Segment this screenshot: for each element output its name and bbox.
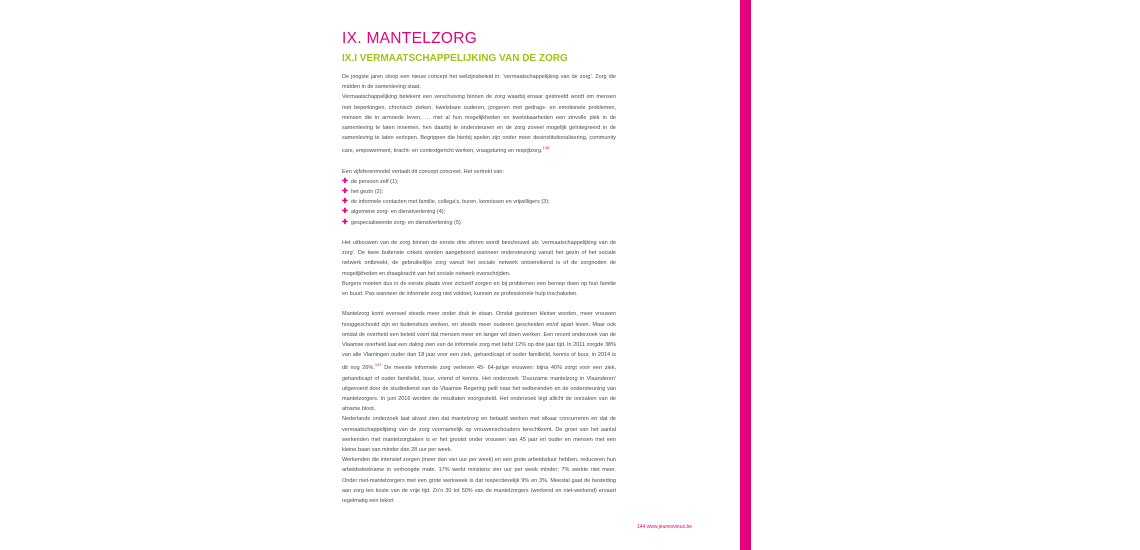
page-number: 144 [637,524,646,530]
plus-bullet-icon: ✚ [342,208,348,216]
paragraph: Het uitbouwen van de zorg binnen de eerste drie sferen wordt beschouwd als ‘vermaatschappelijking van de zorg’. De twee buitenste cirkels worden aangeboord wanneer ondersteuning vanuit het gezin of het sociale netwerk ontbreekt, de gebruikelijke zorg vanuit het sociale netwerk ontoereikend is of de zorgnoden de mogelijkheden en draagkracht van het sociale netwerk overschrijden. [342,240,616,277]
body-text [342,72,616,506]
list-item: ✚ het gezin (2); [342,187,616,197]
sphere-list [342,177,616,228]
footnote-ref: 136 [542,145,550,151]
list-item: ✚ gespecialiseerde zorg- en dienstverlening (5). [342,218,616,228]
paragraph: De jongste jaren sloop een nieuw concept het welzijnsbeleid in: ‘vermaatschappelijking van de zorg’. Zorg die midden in de samenleving staat. [342,74,616,91]
paragraph: Vermaatschappelijking betekent een verschuiving binnen de zorg waarbij ernaar gestreefd wordt om mensen met beperkingen, chronisch zieken, kwetsbare ouderen, jongeren met gedrags- en emotionele problemen, mensen die in armoede leven, … met al hun mogelijkheden en kwetsbaarheden een zinvolle plek in de samenleving te laten innemen, hen daarbij te ondersteunen en de zorg zoveel mogelijk geïntegreerd in de samenleving te laten verlopen. Begrippen die hierbij spelen zijn onder meer desinstitutionalisering, community care, empowerment, kracht- en contextgericht werken, vraagsturing en respijtzorg.$^{136}$ [342,94,616,155]
document-page [342,0,707,550]
paragraph: Nederlands onderzoek laat alvast zien dat mantelzorg en betaald werken met elkaar concurreren en dat de vermaatschappelijking van de zorg voornamelijk op vrouwenschouders terechtkomt. De groei van het aantal werkenden met mantelzorgtaken is er het grootst onder vrouwen van 45 jaar en ouder en mensen met een kleine baan van minder dan 28 uur per week. [342,416,616,453]
section-title: IX.I VERMAATSCHAPPELIJKING VAN DE ZORG [342,53,568,64]
paragraph: Burgers moeten dus in de eerste plaats voor zichzelf zorgen en bij problemen een beroep doen op hun familie en buurt. Pas wanneer de informele zorg niet voldoet, kunnen ze professionele hulp inschakelen. [342,280,616,298]
paragraph: Mantelzorg komt evenwel steeds meer onder druk te staan. Omdat gezinnen kleiner worden, meer vrouwen hooggeschoold zijn en buitenshuis werken, en steeds meer ouderen gescheiden en/of apart leven. Maar ook omdat de overheid een beleid voert dat mensen meer en langer wil doen werken. Een recent onderzoek van de Vlaamse overheid laat een daling zien van de informele zorg met liefst 12% op drie jaar tijd. In 2011 zorgde 38% van alle Vlamingen ouder dan 18 jaar voor een ziek, gehandicapt of ouder familielid, kennis of buur, in 2014 is dit nog 26%.$^{137}$ De meeste informele zorg verlenen 45- 64-jarige vrouwen: bijna 40% zorgt voor een ziek, gehandicapt of ouder familielid, buur, vriend of kennis. Het onderzoek ‘Duurzame mantelzorg in Vlaanderen’ uitgevoerd door de studiedienst van de Vlaamse Regering peilt naar het welbevinden en de ondersteuning van mantelzorgers. In juni 2016 worden de resultaten voorgesteld. Het onderzoek legt allicht de oorzaken van de afname bloot. [342,311,617,413]
paragraph: Werkenden die intensief zorgen (meer dan vier uur per week) en een grote arbeidsduur hebben, reduceren hun arbeidsdeelname in verhoogde mate. 17% werkt minstens vier uur per week minder; 7% werkte niet meer. Onder niet-mantelzorgers met een grote werkweek is dat respectievelijk 9% en 3%. Meestal gaat de besteding aan zorg ten koste van de vrije tijd. Zo’n 30 tot 50% van de mantelzorgers (werkend en niet-werkend) ervaart regelmatig een tekort [342,457,616,504]
list-item: ✚ algemene zorg- en dienstverlening (4); [342,207,616,217]
plus-bullet-icon: ✚ [342,198,348,206]
plus-bullet-icon: ✚ [342,188,348,196]
chapter-title: IX. MANTELZORG [342,30,478,47]
page-footer [637,524,692,530]
paragraph: Een vijfsferenmodel vertaalt dit concept concreet. Het vertrekt van: [342,168,505,175]
list-item: ✚ de persoon zelf (1); [342,177,616,187]
plus-bullet-icon: ✚ [342,177,348,185]
page-edge-bar [740,0,751,550]
footer-url[interactable]: www.jeunesvieux.be [646,524,693,530]
footnote-ref: 137 [374,362,382,368]
plus-bullet-icon: ✚ [342,218,348,226]
list-item: ✚ de informele contacten met familie, collega’s, buren, kennissen en vrijwilligers (3); [342,197,616,207]
